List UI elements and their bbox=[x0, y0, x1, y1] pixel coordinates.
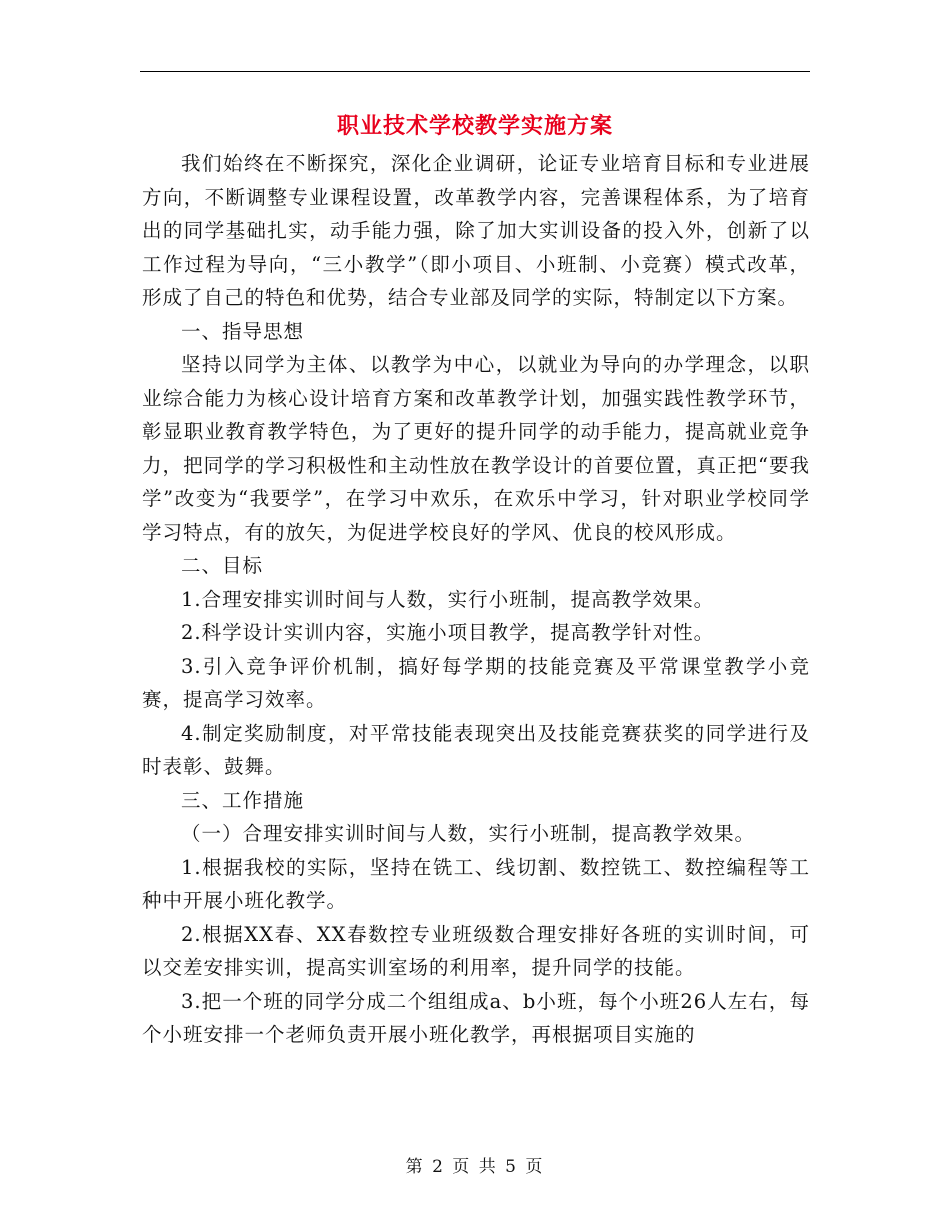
subsection-heading-1: （一）合理安排实训时间与人数，实行小班制，提高教学效果。 bbox=[181, 822, 756, 845]
section-heading-guiding-ideology: 一、指导思想 bbox=[181, 319, 305, 343]
section-heading-goals: 二、目标 bbox=[181, 554, 264, 577]
paragraph-guiding-ideology: 坚持以同学为主体、以教学为中心，以就业为导向的办学理念，以职业综合能力为核心设计培育方案和改革教学计划，加强实践性教学环节，彰显职业教育教学特色，为了更好的提升同学的动手能力，提高就业竞争力，把同学的学习积极性和主动性放在教学设计的首要位置，真正把“要我学”改变为“我要学”，在学习中欢乐，在欢乐中学习，针对职业学校同学学习特点，有的放矢，为促进学校良好的学风、优良的校风形成。 bbox=[142, 353, 810, 544]
goal-item-4: 4.制定奖励制度，对平常技能表现突出及技能竞赛获奖的同学进行及时表彰、鼓舞。 bbox=[142, 721, 810, 778]
measure-item-2: 2.根据XX春、XX春数控专业班级数合理安排好各班的实训时间，可以交差安排实训，提高实训室场的利用率，提升同学的技能。 bbox=[142, 922, 810, 979]
measure-item-1: 1.根据我校的实际，坚持在铣工、线切割、数控铣工、数控编程等工种中开展小班化教学。 bbox=[142, 855, 810, 912]
header-rule bbox=[140, 71, 810, 72]
goal-item-2: 2.科学设计实训内容，实施小项目教学，提高教学针对性。 bbox=[181, 621, 715, 644]
goal-item-3: 3.引入竞争评价机制，搞好每学期的技能竞赛及平常课堂教学小竞赛，提高学习效率。 bbox=[142, 654, 810, 711]
document-body bbox=[142, 147, 810, 1052]
measure-item-3: 3.把一个班的同学分成二个组组成a、b小班，每个小班26人左右，每个小班安排一个老师负责开展小班化教学，再根据项目实施的 bbox=[142, 989, 810, 1046]
document-title: 职业技术学校教学实施方案 bbox=[336, 113, 613, 139]
paragraph-intro: 我们始终在不断探究，深化企业调研，论证专业培育目标和专业进展方向，不断调整专业课程设置，改革教学内容，完善课程体系，为了培育出的同学基础扎实，动手能力强，除了加大实训设备的投入外，创新了以工作过程为导向，“三小教学”（即小项目、小班制、小竞赛）模式改革，形成了自己的特色和优势，结合专业部及同学的实际，特制定以下方案。 bbox=[142, 152, 810, 309]
section-heading-measures: 三、工作措施 bbox=[181, 788, 305, 812]
goal-item-1: 1.合理安排实训时间与人数，实行小班制，提高教学效果。 bbox=[181, 587, 715, 611]
page-number-footer: 第 2 页 共 5 页 bbox=[405, 1157, 545, 1177]
